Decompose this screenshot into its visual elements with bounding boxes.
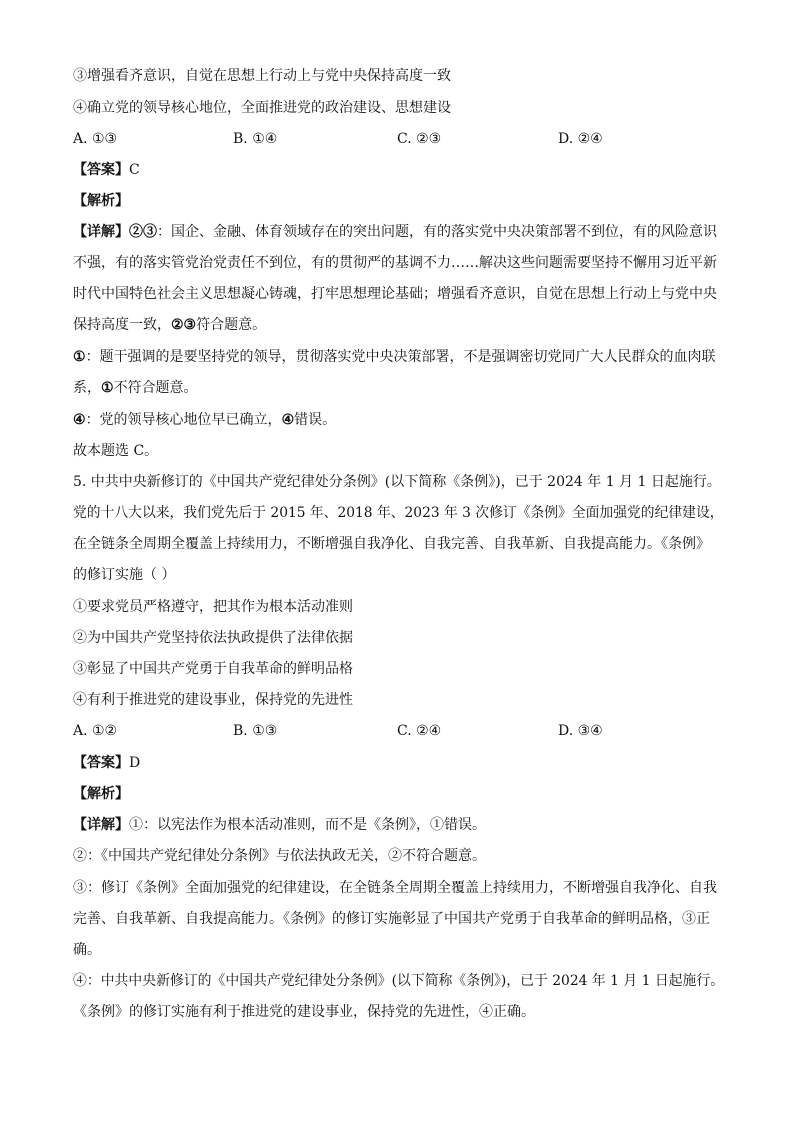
- detail-mark: ④: [73, 412, 86, 428]
- q5-statement-1: ①要求党员严格遵守，把其作为根本活动准则: [73, 599, 353, 615]
- q4-detail-line-1: [73, 222, 717, 242]
- q4-detail-line-4: [73, 315, 266, 335]
- q5-explain-2: ②：《中国共产党纪律处分条例》与依法执政无关，②不符合题意。: [73, 848, 486, 864]
- q5-explain-3-line-3: 确。: [73, 942, 101, 958]
- q5-explain-1: [73, 815, 486, 835]
- q4-option-d: D. ②④: [558, 131, 603, 147]
- q4-option-a: A. ①③: [73, 131, 118, 147]
- detail-text: ①：以宪法作为根本活动准则，而不是《条例》，①错误。: [129, 817, 486, 833]
- q5-statement-3: ③彰显了中国共产党勇于自我革命的鲜明品格: [73, 661, 353, 677]
- answer-tag: 【答案】: [73, 162, 129, 178]
- q5-explain-3-line-2: 完善、自我革新、自我提高能力。《条例》的修订实施彰显了中国共产党勇于自我革命的鲜明品格，③正: [73, 911, 710, 927]
- q4-statement-4: ④确立党的领导核心地位，全面推进党的政治建设、思想建设: [73, 100, 451, 116]
- q4-option-b: B. ①④: [233, 131, 278, 147]
- q4-answer: [73, 160, 140, 180]
- detail-text: 错误。: [294, 412, 337, 428]
- q5-option-d: D. ③④: [558, 723, 603, 739]
- q4-detail-line-3: 时代中国特色社会主义思想凝心铸魂，打牢思想理论基础；增强看齐意识，自觉在思想上行动上与党中央: [73, 286, 717, 302]
- q5-option-c: C. ②④: [397, 723, 442, 739]
- q5-stem-line-3: 在全链条全周期全覆盖上持续用力，不断增强自我净化、自我完善、自我革新、自我提高能力。《条例》: [73, 536, 710, 552]
- q4-d1-line-1: [73, 347, 716, 367]
- q5-statement-2: ②为中国共产党坚持依法执政提供了法律依据: [73, 630, 353, 646]
- detail-mark: ②③: [171, 317, 197, 333]
- q5-stem-line-2: 党的十八大以来，我们党先后于 2015 年、2018 年、2023 年 3 次修订《条例》全面加强党的纪律建设，: [73, 505, 724, 521]
- detail-mark: ①: [101, 380, 114, 396]
- q5-answer: [73, 753, 140, 773]
- detail-text: 不符合题意。: [113, 380, 198, 396]
- detail-text: ：国企、金融、体育领域存在的突出问题，有的落实党中央决策部署不到位，有的风险意识: [157, 224, 717, 240]
- detail-text: 系，: [73, 380, 101, 396]
- q4-analysis-tag: 【解析】: [73, 193, 129, 209]
- q5-option-b: B. ①③: [233, 723, 278, 739]
- q5-stem-line-4: 的修订实施（ ）: [73, 567, 176, 583]
- detail-tag: 【详解】: [73, 224, 129, 240]
- detail-text: ：党的领导核心地位早已确立，: [85, 412, 282, 428]
- q4-d4-line: [73, 410, 336, 430]
- q5-analysis-tag: 【解析】: [73, 786, 129, 802]
- q5-option-a: A. ①②: [73, 723, 118, 739]
- q4-option-c: C. ②③: [397, 131, 442, 147]
- q4-detail-line-2: 不强，有的落实管党治党责任不到位，有的贯彻严的基调不力……解决这些问题需要坚持不懈用习近平新: [73, 255, 717, 271]
- detail-tag: 【详解】: [73, 817, 129, 833]
- q5-explain-3-line-1: ③：修订《条例》全面加强党的纪律建设，在全链条全周期全覆盖上持续用力，不断增强自我净化、自我: [73, 880, 717, 896]
- detail-text: ：题干强调的是要坚持党的领导，贯彻落实党中央决策部署，不是强调密切党同广大人民群众的血肉联: [85, 349, 716, 365]
- answer-value: C: [129, 162, 140, 178]
- q5-stem-line-1: 5. 中共中央新修订的《中国共产党纪律处分条例》(以下简称《条例》)，已于 2024 年 1 月 1 日起施行。: [73, 474, 721, 490]
- q4-statement-3: ③增强看齐意识，自觉在思想上行动上与党中央保持高度一致: [73, 68, 451, 84]
- q4-conclusion: 故本题选 C。: [73, 443, 159, 459]
- detail-mark: ②③: [129, 224, 157, 240]
- answer-tag: 【答案】: [73, 755, 129, 771]
- answer-value: D: [129, 755, 141, 771]
- detail-mark: ④: [281, 412, 295, 428]
- detail-mark: ①: [73, 349, 86, 365]
- detail-text: 保持高度一致，: [73, 317, 171, 333]
- q5-explain-4-line-1: ④：中共中央新修订的《中国共产党纪律处分条例》(以下简称《条例》)，已于 2024 年 1 月 1 日起施行。: [73, 973, 725, 989]
- q5-statement-4: ④有利于推进党的建设事业，保持党的先进性: [73, 692, 353, 708]
- q5-explain-4-line-2: 《条例》的修订实施有利于推进党的建设事业，保持党的先进性，④正确。: [73, 1004, 535, 1020]
- q4-d1-line-2: [73, 378, 198, 398]
- detail-text: 符合题意。: [196, 317, 267, 333]
